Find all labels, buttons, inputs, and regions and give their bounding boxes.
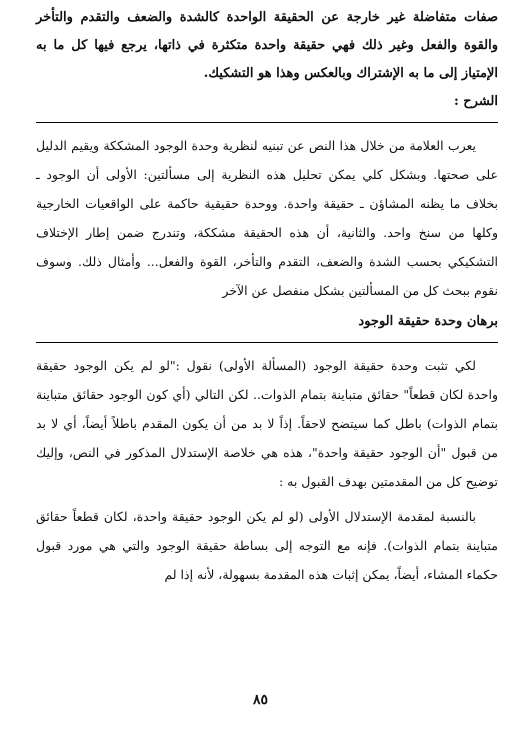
heading-divider bbox=[36, 122, 498, 123]
explanation-paragraph: يعرب العلامة من خلال هذا النص عن تبنيه لنظرية وحدة الوجود المشككة ويقيم الدليل على صحتها. وبشكل كلي يمكن تحليل هذه النظرية إلى مسألتين: الأولى أن الوجود ـ بخلاف ما يظنه المشاؤن ـ حقيقة واحدة. ووحدة حقيقية حاكمة على الواقعيات الخارجية وكلها من سنخ واحد. والثانية، أن هذه الحقيقة مشككة، وتندرج ضمن إطار الإختلاف التشكيكي بحسب الشدة والضعف، التقدم والتأخر، القوة والفعل... وأمثال ذلك. وسوف نقوم ببحث كل من المسألتين بشكل منفصل عن الآخر bbox=[36, 138, 498, 298]
section-heading-explanation: الشرح : bbox=[453, 94, 498, 109]
proof-paragraph: لكي تثبت وحدة حقيقة الوجود (المسألة الأولى) نقول :"لو لم يكن الوجود حقيقة واحدة لكان قطعاً" حقائق متباينة بتمام الذوات.. لكن التالي (أي كون الوجود حقائق متباينة بتمام الذوات) باطل كما سيتضح لاحقاً. إذاً لا بد من أن يكون المقدم باطلاً أيضاً، أي لا بد من قبول "أن الوجود حقيقة واحدة"، هذه هي خلاصة الإستدلال المذكور في النص، وإليك توضيح كل من المقدمتين بهدف القبول به : bbox=[36, 358, 498, 489]
section-heading-proof: برهان وحدة حقيقة الوجود bbox=[358, 314, 498, 329]
section-divider bbox=[36, 342, 498, 343]
document-page bbox=[36, 4, 498, 589]
page-number: ٨٥ bbox=[252, 692, 269, 708]
premise-paragraph: بالنسبة لمقدمة الإستدلال الأولى (لو لم يكن الوجود حقيقة واحدة، لكان قطعاً حقائق متباينة بتمام الذوات). فإنه مع التوجه إلى بساطة حقيقة الوجود والتي هي مورد قبول حكماء المشاء، أيضاً، يمكن إثبات هذه المقدمة بسهولة، لأنه إذا لم bbox=[36, 509, 498, 582]
intro-paragraph: صفات متفاضلة غير خارجة عن الحقيقة الواحدة كالشدة والضعف والتقدم والتأخر والقوة والفعل وغير ذلك فهي حقيقة واحدة متكثرة في ذاتها، يرجع فيها كل ما به الإمتياز إلى ما به الإشتراك وبالعكس وهذا هو التشكيك. bbox=[36, 10, 498, 81]
